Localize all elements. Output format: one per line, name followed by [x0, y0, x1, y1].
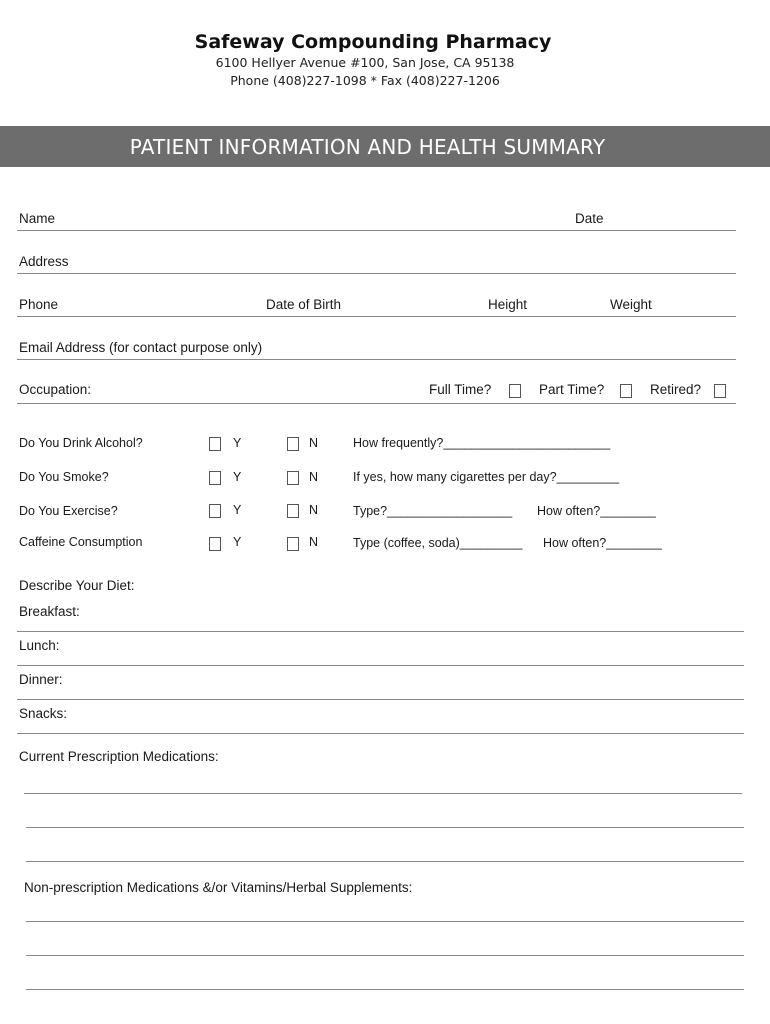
date-label: Date — [575, 211, 604, 226]
pharmacy-name: Safeway Compounding Pharmacy — [194, 31, 552, 53]
phone-label: Phone — [19, 297, 59, 312]
email-label: Email Address (for contact purpose only) — [19, 340, 263, 355]
nonprescription-line[interactable] — [26, 989, 744, 990]
email-line[interactable] — [17, 359, 736, 360]
exercise-often-field[interactable]: How often?________ — [537, 504, 656, 518]
dinner-label: Dinner: — [19, 672, 63, 687]
prescription-line[interactable] — [24, 793, 742, 794]
pharmacy-address: 6100 Hellyer Avenue #100, San Jose, CA 95138 — [215, 55, 515, 70]
full-time-checkbox[interactable] — [509, 384, 521, 398]
address-label: Address — [19, 254, 69, 269]
smoke-yes-checkbox[interactable] — [209, 471, 221, 485]
retired-checkbox[interactable] — [714, 384, 726, 398]
exercise-no-checkbox[interactable] — [287, 504, 299, 518]
nonprescription-heading: Non-prescription Medications &/or Vitamins/Herbal Supplements: — [24, 880, 413, 895]
phone-line[interactable] — [17, 316, 736, 317]
smoke-label: Do You Smoke? — [19, 470, 109, 484]
prescription-heading: Current Prescription Medications: — [19, 749, 219, 764]
alcohol-no-label: N — [309, 436, 319, 450]
dob-label: Date of Birth — [266, 297, 342, 312]
height-label: Height — [488, 297, 528, 312]
smoke-followup[interactable]: If yes, how many cigarettes per day?_________ — [353, 470, 620, 484]
caffeine-yes-label: Y — [233, 535, 242, 549]
part-time-label: Part Time? — [539, 382, 605, 397]
exercise-label: Do You Exercise? — [19, 504, 118, 518]
lunch-line[interactable] — [17, 665, 744, 666]
occupation-line — [17, 403, 736, 404]
exercise-yes-checkbox[interactable] — [209, 504, 221, 518]
smoke-no-checkbox[interactable] — [287, 471, 299, 485]
retired-label: Retired? — [650, 382, 702, 397]
part-time-checkbox[interactable] — [620, 384, 632, 398]
address-line[interactable] — [17, 273, 736, 274]
form-title: PATIENT INFORMATION AND HEALTH SUMMARY — [129, 135, 606, 159]
snacks-line[interactable] — [17, 733, 744, 734]
occupation-label: Occupation: — [19, 382, 92, 397]
alcohol-yes-checkbox[interactable] — [209, 437, 221, 451]
nonprescription-line[interactable] — [26, 955, 744, 956]
caffeine-type-field[interactable]: Type (coffee, soda)_________ — [353, 536, 523, 550]
caffeine-label: Caffeine Consumption — [19, 535, 143, 549]
alcohol-followup[interactable]: How frequently?________________________ — [353, 436, 611, 450]
breakfast-line[interactable] — [17, 631, 744, 632]
dinner-line[interactable] — [17, 699, 744, 700]
name-label: Name — [19, 211, 56, 226]
caffeine-no-label: N — [309, 535, 319, 549]
prescription-line[interactable] — [26, 827, 744, 828]
smoke-no-label: N — [309, 470, 319, 484]
caffeine-no-checkbox[interactable] — [287, 537, 299, 551]
nonprescription-line[interactable] — [26, 921, 744, 922]
caffeine-often-field[interactable]: How often?________ — [543, 536, 662, 550]
exercise-type-field[interactable]: Type?__________________ — [353, 504, 513, 518]
full-time-label: Full Time? — [429, 382, 492, 397]
exercise-yes-label: Y — [233, 503, 242, 517]
name-line[interactable] — [17, 230, 736, 231]
alcohol-yes-label: Y — [233, 436, 242, 450]
breakfast-label: Breakfast: — [19, 604, 80, 619]
diet-heading: Describe Your Diet: — [19, 578, 135, 593]
lunch-label: Lunch: — [19, 638, 60, 653]
pharmacy-contact: Phone (408)227-1098 * Fax (408)227-1206 — [230, 73, 500, 88]
prescription-line[interactable] — [26, 861, 744, 862]
section-banner — [0, 126, 770, 167]
caffeine-yes-checkbox[interactable] — [209, 537, 221, 551]
alcohol-label: Do You Drink Alcohol? — [19, 436, 143, 450]
weight-label: Weight — [610, 297, 652, 312]
alcohol-no-checkbox[interactable] — [287, 437, 299, 451]
exercise-no-label: N — [309, 503, 319, 517]
snacks-label: Snacks: — [19, 706, 68, 721]
smoke-yes-label: Y — [233, 470, 242, 484]
